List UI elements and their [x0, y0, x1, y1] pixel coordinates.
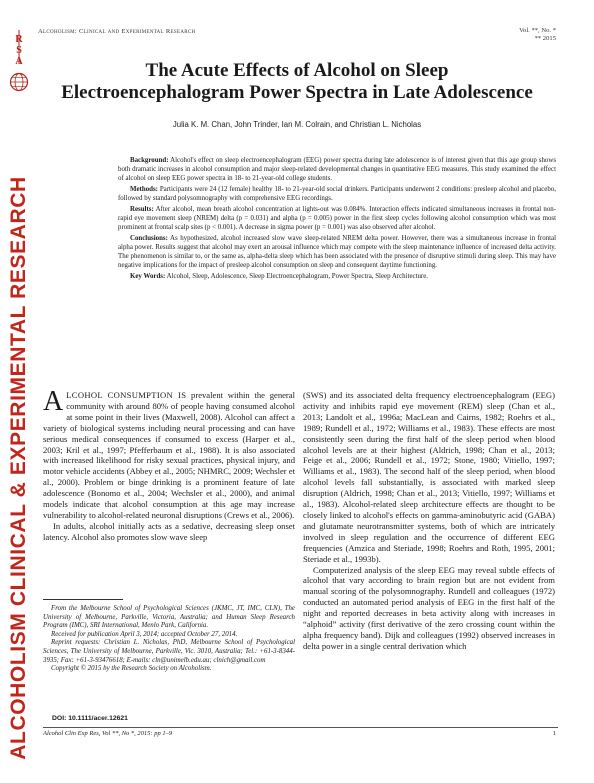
doi-link[interactable]: DOI: 10.1111/acer.12621 [52, 715, 128, 722]
abstract-section-text: After alcohol, mean breath alcohol concentration at lights-out was 0.084%. Interaction effects indicated simultaneous increases in frontal non-rapid eye movement sleep (NREM) delta (p = 0.031) and alpha (p = 0.005) power in the first sleep cycles following alcohol consumption which was most prominent at frontal scalp sites (p < 0.001). A decrease in sigma power (p = 0.001) was also observed after alcohol. [118, 206, 557, 231]
abstract [118, 156, 556, 283]
volume-info [519, 27, 556, 43]
title-line-1: The Acute Effects of Alcohol on Sleep [145, 60, 449, 81]
svg-text:R: R [15, 34, 23, 45]
volume-year: ** 2015 [534, 35, 556, 42]
abstract-lead-label: Conclusions: [130, 235, 168, 242]
footnote-received: Received for publication April 3, 2014; accepted October 27, 2014. [51, 630, 238, 638]
svg-text:S: S [16, 45, 22, 56]
paragraph-text: prevalent within the general community with around 80% of people having consumed alcohol at some point in their lives (Maxwell, 2008). Alcohol can affect a variety of biological systems including neural processing and can have serious medical consequences if consumed to excess (Harper et al., 2003; Kril et al., 1997; Pfefferbaum et al., 1988). It is also associated with increased likelihood for risky sexual practices, physical injury, and motor vehicle accidents (Abbey et al., 2005; NHMRC, 2009; Wechsler et al., 2000). Problem or binge drinking is a prominent feature of late adolescence (Bonomo et al., 2004; Wechsler et al., 2000), and animal models indicate that alcohol consumption at this age may increase vulnerability to alcohol-related neuronal disruptions (Crews et al., 2006). [43, 390, 295, 520]
journal-sidebar [7, 28, 30, 760]
body-paragraph [43, 386, 295, 521]
svg-text:A: A [15, 56, 23, 66]
abstract-lead-label: Background: [130, 157, 169, 164]
footnote-reprint: Reprint requests: Christian L. Nicholas, PhD, Melbourne School of Psychological Sciences, The University of Melbourne, Parkville, Vic. 3010, Australia; Tel.: +61-3-8344-3935; Fax: +61-3-93476618; E-mails: cln@unimelb.edu.au; clnich@gmail.com [43, 639, 295, 664]
abstract-conclusions [118, 234, 556, 270]
globe-icon [9, 72, 29, 92]
opening-small-caps: LCOHOL CONSUMPTION IS [66, 390, 187, 400]
author-list: Julia K. M. Chan, John Trinder, Ian M. Colrain, and Christian L. Nicholas [172, 120, 422, 129]
body-paragraph: (SWS) and its associated delta frequency electroencephalogram (EEG) activity and inhibits rapid eye movement (REM) sleep (Chan et al., 2013; Landolt et al., 1996a; MacLean and Cairns, 1982; Roehrs et al., 1989; Rundell et al., 1972; Williams et al., 1983). These effects are most consistently seen during the first half of the sleep period when blood alcohol levels are at their highest (Aldrich, 1998; Chan et al., 2013; Feige et al., 2006; Rundell et al., 1972; Stone, 1980; Vitiello, 1997; Williams et al., 1983). The second half of the sleep period, when blood alcohol levels fall substantially, is associated with marked sleep disruption (Aldrich, 1998; Chan et al., 2013; Vitiello, 1997; Williams et al., 1983). Alcohol-related sleep architecture effects are thought to be closely linked to alcohol's effects on gamma-aminobutyric acid (GABA) and glutamate neurotransmitter systems, both of which are intricately involved in sleep regulation and the occurrence of different EEG frequencies (Amzica and Steriade, 1998; Roehrs and Roth, 1995, 2001; Steriade et al., 1993b). [303, 390, 555, 564]
abstract-lead-label: Key Words: [130, 273, 166, 280]
footer-divider [43, 727, 558, 728]
body-paragraph: In adults, alcohol initially acts as a sedative, decreasing sleep onset latency. Alcohol also promotes slow wave sleep [43, 520, 295, 542]
abstract-section-text: Alcohol, Sleep, Adolescence, Sleep Electroencephalogram, Power Spectra, Sleep Architecture. [166, 273, 429, 280]
page-number: 1 [552, 730, 556, 737]
abstract-background [118, 156, 556, 183]
abstract-methods [118, 185, 556, 203]
running-journal-name: Alcoholism: Clinical and Experimental Research [38, 28, 196, 35]
body-column-left [43, 386, 295, 543]
volume-number: Vol. **, No. * [519, 27, 556, 34]
drop-cap: A [43, 386, 64, 417]
rsa-monogram-icon [8, 28, 30, 66]
body-paragraph: Computerized analysis of the sleep EEG may reveal subtle effects of alcohol that vary according to brain region but are not evident from manual scoring of the polysomnography. Rundell and colleagues (1972) conducted an automated period analysis of EEG in the first half of the night and reported decreases in beta activity along with increases in “alphoid” activity (first derivative of the zero crossing count within the alpha frequency band). Dijk and colleagues (1992) observed increases in delta power in a single central derivation which [303, 564, 555, 651]
title-line-2: Electroencephalogram Power Spectra in Late Adolescence [61, 82, 533, 103]
footnote-copyright: Copyright © 2015 by the Research Society on Alcoholism. [51, 665, 212, 673]
sidebar-journal-title: ALCOHOLISM CLINICAL & EXPERIMENTAL RESEARCH [7, 176, 30, 760]
abstract-section-text: As hypothesized, alcohol increased slow wave sleep-related NREM delta power. However, there was a simultaneous increase in frontal alpha power. Results suggest that alcohol may exert an arousal influence which may compete with the sleep maintenance influence of increased delta activity. The phenomenon is similar to, or the same as, alpha-delta sleep which has been associated with the presence of disruptive stimuli during sleep. This may have negative implications for the impact of presleep alcohol consumption on sleep and consequent daytime functioning. [118, 235, 557, 269]
abstract-keywords [118, 272, 556, 281]
footnote-divider [43, 599, 123, 600]
abstract-section-text: Alcohol's effect on sleep electroencephalogram (EEG) power spectra during late adolescence is of interest given that this age group shows both dramatic increases in alcohol consumption and major sleep-related developmental changes in quantitative EEG measures. This study examined the effect of alcohol on sleep EEG power spectra in 18- to 21-year-old college students. [118, 157, 557, 182]
abstract-lead-label: Results: [130, 206, 154, 213]
article-title [40, 60, 554, 104]
abstract-results [118, 205, 556, 232]
body-column-right [303, 390, 555, 652]
footnotes [43, 605, 295, 674]
footer-citation: Alcohol Clin Exp Res, Vol **, No *, 2015: pp 1–9 [43, 730, 173, 737]
rsa-logo [8, 28, 30, 68]
abstract-lead-label: Methods: [130, 186, 158, 193]
footnote-affiliations: From the Melbourne School of Psychological Sciences (JKMC, JT, IMC, CLN), The University of Melbourne, Parkville, Victoria, Australia; and Human Sleep Research Program (IMC), SRI International, Menlo Park, California. [43, 605, 295, 630]
abstract-section-text: Participants were 24 (12 female) healthy 18- to 21-year-old social drinkers. Participants underwent 2 conditions: presleep alcohol and placebo, followed by standard polysomnography with comprehensive EEG recordings. [118, 186, 556, 202]
